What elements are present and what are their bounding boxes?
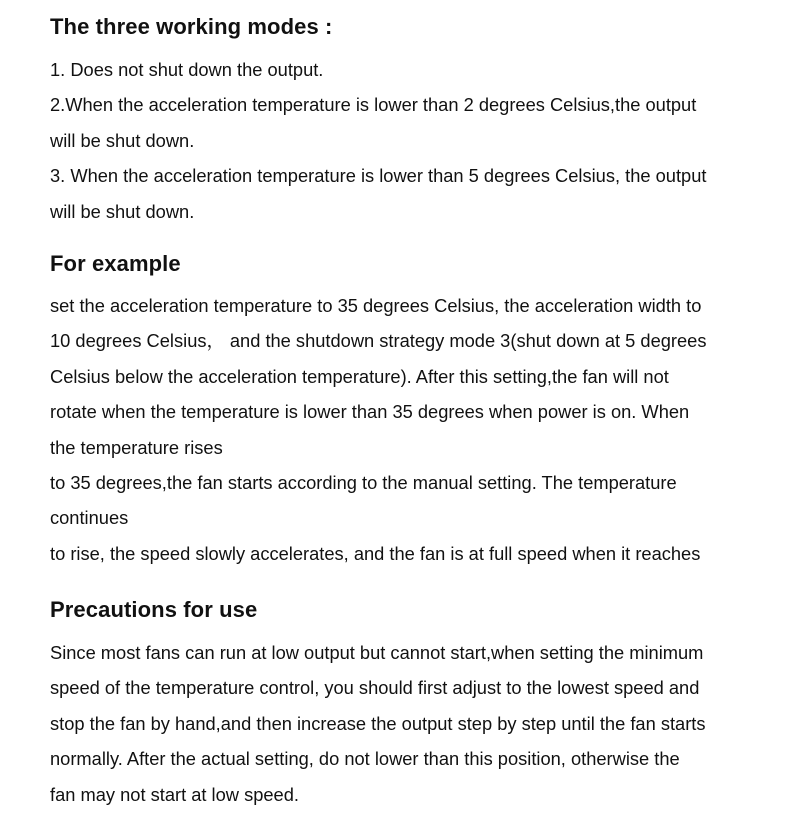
section-heading-example: For example [50, 251, 181, 276]
example-line: to 35 degrees,the fan starts according to the manual setting. The temperature [50, 472, 677, 494]
example-paragraph [50, 288, 707, 571]
mode-line: will be shut down. [50, 129, 195, 151]
example-line: set the acceleration temperature to 35 degrees Celsius, the acceleration width to [50, 295, 702, 316]
precaution-line: Since most fans can run at low output but cannot start,when setting the minimum [50, 642, 704, 663]
example-line: to rise, the speed slowly accelerates, and the fan is at full speed when it reaches [50, 542, 701, 564]
mode-line: 2.When the acceleration temperature is lower than 2 degrees Celsius,the output [50, 94, 697, 116]
mode-line: will be shut down. [50, 200, 195, 222]
section-heading-precautions: Precautions for use [50, 597, 258, 622]
example-line: rotate when the temperature is lower than 35 degrees when power is on. When [50, 401, 690, 423]
mode-line: 3. When the acceleration temperature is lower than 5 degrees Celsius, the output [50, 165, 707, 187]
precaution-line: normally. After the actual setting, do not lower than this position, otherwise the [50, 748, 680, 770]
example-line: the temperature rises [50, 436, 223, 458]
precaution-line: speed of the temperature control, you should first adjust to the lowest speed and [50, 677, 700, 699]
precaution-line: fan may not start at low speed. [50, 783, 299, 805]
working-modes-list [50, 52, 706, 229]
precaution-line: stop the fan by hand,and then increase the output step by step until the fan starts [50, 712, 706, 734]
example-line: Celsius below the acceleration temperature). After this setting,the fan will not [50, 365, 669, 387]
example-line: continues [50, 507, 129, 529]
precautions-paragraph [50, 635, 706, 812]
mode-line: 1. Does not shut down the output. [50, 59, 324, 80]
section-heading-working-modes: The three working modes : [50, 14, 333, 39]
example-line: 10 degrees Celsius， and the shutdown strategy mode 3(shut down at 5 degrees [50, 330, 707, 352]
